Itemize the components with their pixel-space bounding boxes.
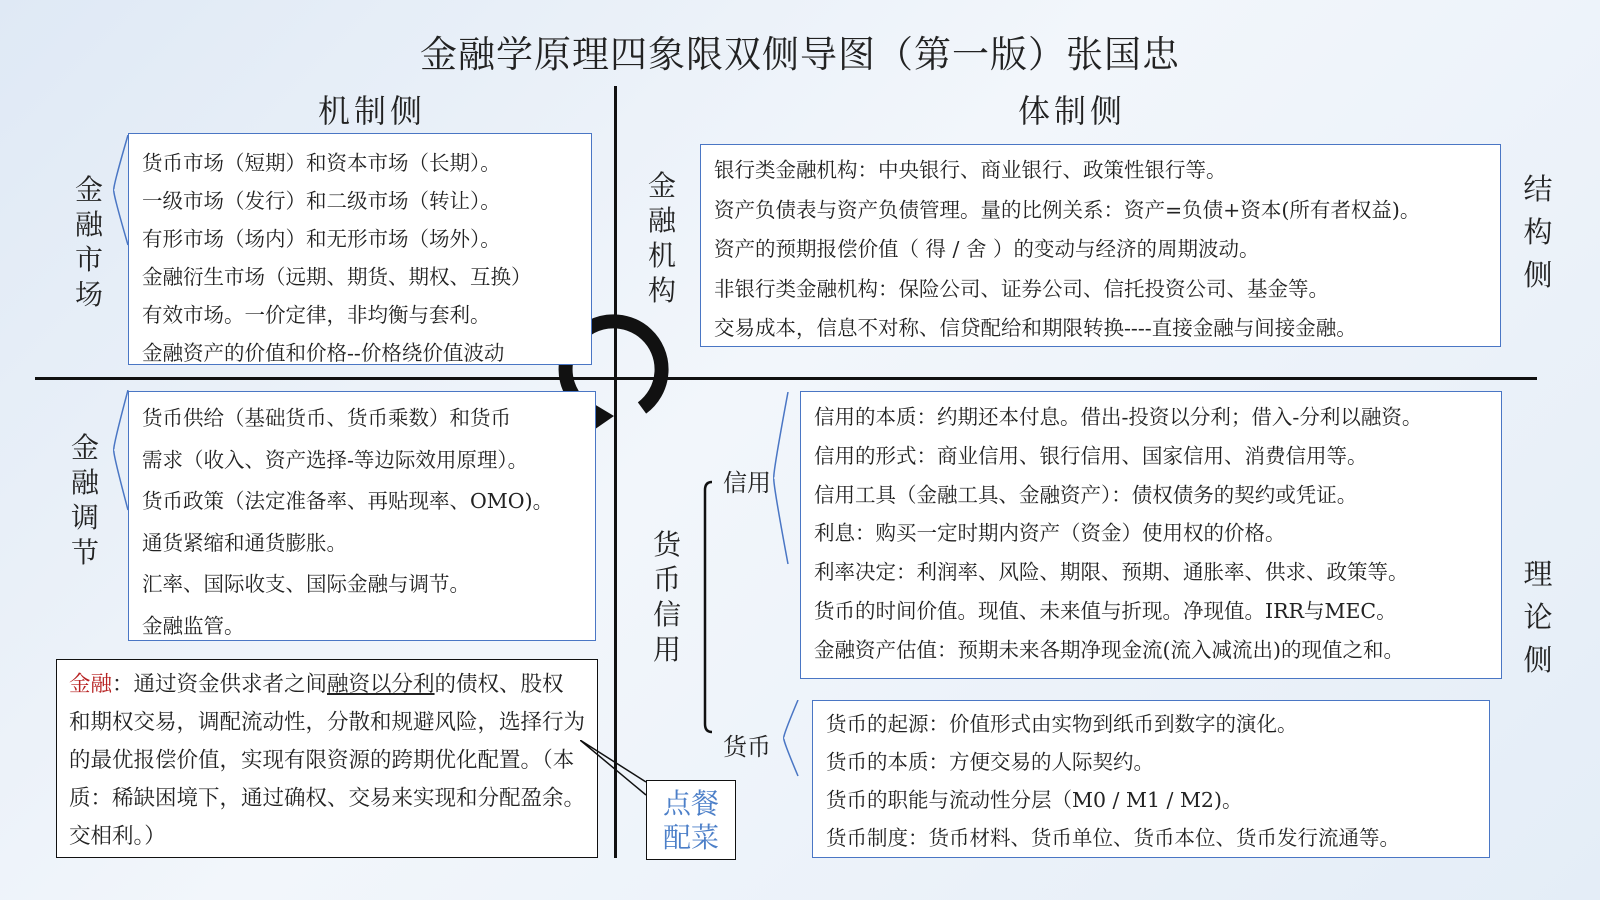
list-item: 交易成本，信息不对称、信贷配给和期限转换----直接金融与间接金融。 (714, 316, 1357, 340)
list-item: 一级市场（发行）和二级市场（转让）。 (142, 189, 501, 213)
box-money (812, 700, 1490, 858)
label-money-credit-text: 货币信用 (652, 528, 681, 666)
list-item: 货币的职能与流动性分层（M0 / M1 / M2)。 (826, 788, 1243, 812)
left-header: 机制侧 (318, 92, 427, 130)
list-item: 货币市场（短期）和资本市场（长期）。 (142, 151, 501, 175)
label-financial-institution-text: 金融机构 (647, 169, 676, 307)
list-item: 货币的起源：价值形式由实物到纸币到数字的演化。 (826, 712, 1298, 736)
label-financial-institution (645, 168, 679, 308)
list-item: 有效市场。一价定律，非均衡与套利。 (142, 303, 491, 327)
list-item: 货币制度：货币材料、货币单位、货币本位、货币发行流通等。 (826, 826, 1400, 850)
list-item: 利率决定：利润率、风险、期限、预期、通胀率、供求、政策等。 (814, 560, 1409, 585)
list-item: 需求（收入、资产选择-等边际效用原理）。 (142, 447, 529, 472)
definition-underlined: 融资以分利 (327, 672, 435, 697)
list-item: 货币的本质：方便交易的人际契约。 (826, 750, 1154, 774)
list-item: 货币供给（基础货币、货币乘数）和货币 (142, 406, 511, 430)
horizontal-axis (35, 377, 1537, 380)
callout-line-1: 点餐 (662, 787, 719, 820)
list-item: 通货紧缩和通货膨胀。 (142, 530, 347, 555)
brace-money (780, 700, 800, 860)
list-item: 信用的形式：商业信用、银行信用、国家信用、消费信用等。 (814, 443, 1368, 468)
definition-text-2: 的债权、股权和期权交易，调配流动性，分散和规避风险，选择行为的最优报偿价值，实现有限资源的跨期优化配置。（本质：稀缺困境下，通过确权、交易来实现和分配盈余。交相利。） (69, 672, 586, 849)
label-structure-side (1520, 168, 1556, 297)
list-item: 银行类金融机构：中央银行、商业银行、政策性银行等。 (714, 158, 1227, 182)
list-item: 货币的时间价值。现值、未来值与折现。净现值。IRR与MEC。 (814, 598, 1397, 623)
list-item: 利息：购买一定时期内资产（资金）使用权的价格。 (814, 521, 1286, 546)
list-item: 信用工具（金融工具、金融资产）：债权债务的契约或凭证。 (814, 482, 1358, 507)
label-credit: 信用 (723, 469, 771, 497)
right-header: 体制侧 (1018, 92, 1127, 130)
label-theory-side-text: 理论侧 (1523, 557, 1553, 677)
definition-text-1: ：通过资金供求者之间 (112, 672, 328, 697)
callout-box (646, 780, 736, 860)
definition-box (56, 659, 598, 858)
brace-financial-regulation (110, 390, 130, 630)
label-money: 货币 (723, 733, 771, 761)
callout-line-2: 配菜 (662, 821, 719, 854)
label-theory-side (1520, 553, 1556, 682)
list-item: 非银行类金融机构：保险公司、证券公司、信托投资公司、基金等。 (714, 276, 1329, 301)
list-item: 金融监管。 (142, 613, 245, 638)
definition-term: 金融 (69, 672, 113, 697)
list-item: 金融资产的价值和价格--价格绕价值波动 (142, 341, 505, 365)
list-item: 金融衍生市场（远期、期货、期权、互换） (142, 265, 532, 289)
list-item: 汇率、国际收支、国际金融与调节。 (142, 572, 470, 596)
label-structure-side-text: 结构侧 (1523, 172, 1553, 292)
list-item: 货币政策（法定准备率、再贴现率、OMO)。 (142, 489, 554, 513)
list-item: 资产的预期报偿价值（ 得 / 舍 ）的变动与经济的周期波动。 (714, 237, 1260, 261)
box-financial-regulation (128, 391, 596, 641)
label-financial-regulation (68, 430, 102, 570)
label-financial-market-text: 金融市场 (74, 173, 103, 311)
page-title: 金融学原理四象限双侧导图（第一版）张国忠 (420, 33, 1180, 76)
label-financial-market (72, 172, 106, 312)
box-credit (800, 391, 1502, 679)
box-financial-market (128, 133, 592, 365)
label-financial-regulation-text: 金融调节 (70, 431, 99, 569)
list-item: 金融资产估值：预期未来各期净现金流(流入减流出)的现值之和。 (814, 637, 1404, 662)
box-financial-institution (700, 144, 1501, 347)
brace-credit (770, 392, 790, 692)
brace-financial-market (110, 135, 130, 355)
list-item: 信用的本质：约期还本付息。借出-投资以分利；借入-分利以融资。 (814, 405, 1423, 429)
list-item: 有形市场（场内）和无形市场（场外）。 (142, 227, 501, 251)
bracket-money-credit (700, 470, 730, 750)
label-money-credit (650, 527, 684, 667)
list-item: 资产负债表与资产负债管理。量的比例关系：资产=负债+资本(所有者权益)。 (714, 197, 1421, 222)
